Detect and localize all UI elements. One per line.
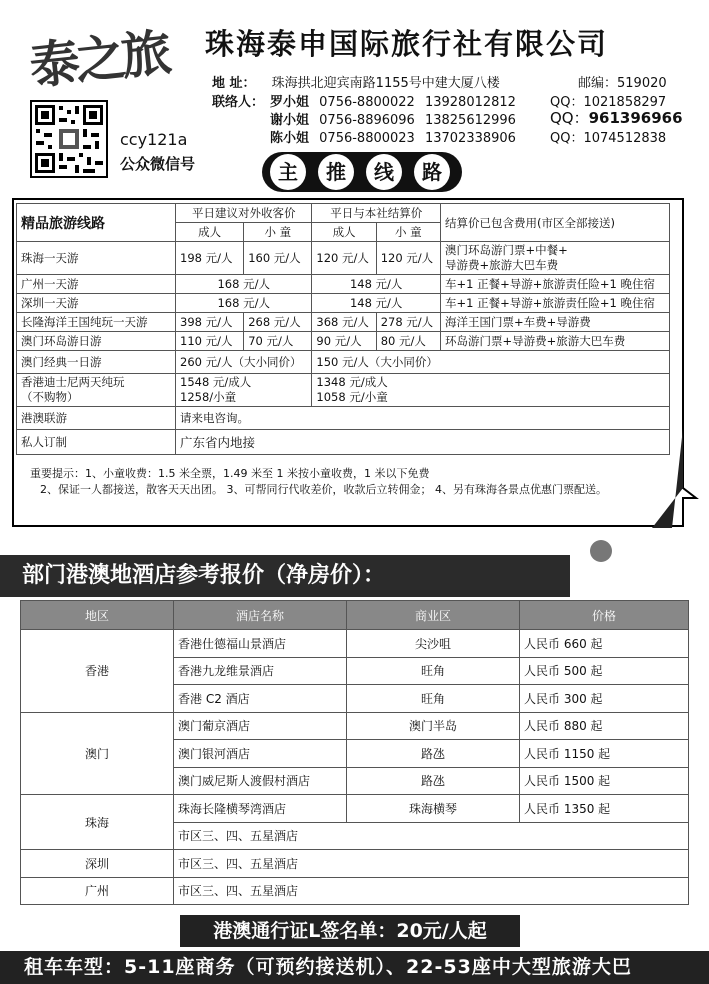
- hotel-name: 香港仕德福山景酒店: [174, 630, 347, 658]
- hotel-price: 人民币 300 起: [520, 685, 689, 713]
- region-cell: 珠海: [21, 795, 174, 850]
- hotel-name: 市区三、四、五星酒店: [174, 877, 689, 905]
- business-zone: 路氹: [347, 767, 520, 795]
- hotel-name: 市区三、四、五星酒店: [174, 850, 689, 878]
- hotel-price: 人民币 1500 起: [520, 767, 689, 795]
- hotel-price: 人民币 660 起: [520, 630, 689, 658]
- qq-value: 1021858297: [583, 95, 667, 110]
- header-adult: 成人: [312, 223, 376, 242]
- car-rental-banner: 租车车型：5-11座商务（可预约接送机）、22-53座中大型旅游大巴: [0, 951, 709, 984]
- retail-price: [176, 374, 312, 407]
- hotel-name: 澳门银河酒店: [174, 740, 347, 768]
- contact-name: 罗小姐: [270, 95, 310, 110]
- wechat-id: ccy121a: [120, 130, 188, 149]
- postcode-label: 邮编：: [578, 76, 618, 91]
- business-zone: 旺角: [347, 657, 520, 685]
- contact-row: [270, 109, 516, 128]
- table-row: [17, 374, 670, 407]
- table-row: [21, 712, 689, 740]
- contact-phone: 0756-8896096: [319, 113, 415, 128]
- tour-name: 广州一天游: [17, 275, 176, 294]
- includes-line: 澳门环岛游门票+中餐+: [444, 243, 568, 257]
- note-line: 重要提示：1、小童收费：1.5 米全票，1.49 米至 1 米按小童收费，1 米以下免费: [30, 467, 430, 480]
- table-row: [17, 242, 670, 275]
- column-header: 商业区: [347, 601, 520, 630]
- contact-mobile: 13928012812: [424, 95, 516, 110]
- contact-phone: 0756-8800023: [319, 131, 415, 146]
- contact-row: [270, 91, 516, 110]
- tour-name-line: 香港迪士尼两天纯玩: [21, 375, 125, 389]
- header-retail: 平日建议对外收客价: [176, 204, 312, 223]
- retail-child: 70 元/人: [244, 332, 312, 351]
- column-header: 酒店名称: [174, 601, 347, 630]
- business-zone: 尖沙咀: [347, 630, 520, 658]
- price-line: 1258/小童: [180, 390, 237, 404]
- settle-adult: 120 元/人: [312, 242, 376, 275]
- hotel-section-title: 部门港澳地酒店参考报价（净房价）：: [22, 563, 386, 588]
- retail-price: 260 元/人（大小同价）: [176, 351, 312, 374]
- table-row: [17, 430, 670, 455]
- qq-label: QQ：: [550, 95, 584, 110]
- contact-name: 谢小姐: [270, 113, 310, 128]
- note-line: 2、保证一人都接送，散客天天出团。 3、可帮同行代收差价，收款后立转佣金； 4、另有珠海各景点优惠门票配送。: [40, 483, 607, 496]
- hotel-price: 人民币 1350 起: [520, 795, 689, 823]
- retail-adult: 198 元/人: [176, 242, 244, 275]
- retail-price: 168 元/人: [176, 275, 312, 294]
- contact-row: [270, 127, 516, 146]
- table-row: [17, 313, 670, 332]
- table-row: [21, 850, 689, 878]
- contact-name: 陈小姐: [270, 131, 310, 146]
- hotel-price-table: [20, 600, 689, 905]
- address-label: 地 址：: [212, 76, 256, 91]
- address-row: [212, 72, 500, 91]
- contact-qq: [550, 127, 666, 146]
- tour-name: 私人订制: [17, 430, 176, 455]
- postcode-value: 519020: [617, 76, 667, 91]
- ribbon-char: 主: [270, 154, 306, 190]
- settle-adult: 368 元/人: [312, 313, 376, 332]
- region-cell: 深圳: [21, 850, 174, 878]
- settle-price: 148 元/人: [312, 294, 441, 313]
- tour-name: 澳门经典一日游: [17, 351, 176, 374]
- tour-name-line: （不购物）: [21, 390, 79, 404]
- tour-title: 精品旅游线路: [17, 204, 176, 242]
- settle-child: 80 元/人: [376, 332, 440, 351]
- tour-name: 深圳一天游: [17, 294, 176, 313]
- table-row: [17, 275, 670, 294]
- header-adult: 成人: [176, 223, 244, 242]
- business-zone: 旺角: [347, 685, 520, 713]
- table-row: [17, 351, 670, 374]
- header-include: 结算价已包含费用(市区全部接送): [440, 204, 669, 242]
- region-cell: 香港: [21, 630, 174, 713]
- settle-child: 120 元/人: [376, 242, 440, 275]
- includes: [440, 242, 669, 275]
- retail-child: 160 元/人: [244, 242, 312, 275]
- hotel-price: 人民币 880 起: [520, 712, 689, 740]
- hotel-name: 市区三、四、五星酒店: [174, 822, 689, 850]
- company-name: 珠海泰申国际旅行社有限公司: [205, 27, 609, 61]
- hotel-name: 澳门威尼斯人渡假村酒店: [174, 767, 347, 795]
- contact-label: 联络人：: [212, 95, 265, 110]
- qr-code-icon: [32, 102, 106, 176]
- region-cell: 广州: [21, 877, 174, 905]
- hotel-name: 香港 C2 酒店: [174, 685, 347, 713]
- tour-name: 长隆海洋王国纯玩一天游: [17, 313, 176, 332]
- retail-adult: 398 元/人: [176, 313, 244, 332]
- hotel-name: 珠海长隆横琴湾酒店: [174, 795, 347, 823]
- ribbon-char: 路: [414, 154, 450, 190]
- business-zone: 路氹: [347, 740, 520, 768]
- contact-phone: 0756-8800022: [319, 95, 415, 110]
- table-row: [21, 630, 689, 658]
- tour-detail: 广东省内地接: [176, 430, 670, 455]
- table-row: [21, 877, 689, 905]
- includes: 车+1 正餐+导游+旅游责任险+1 晚住宿: [440, 275, 669, 294]
- settle-child: 278 元/人: [376, 313, 440, 332]
- includes: 环岛游门票+导游费+旅游大巴车费: [440, 332, 669, 351]
- retail-child: 268 元/人: [244, 313, 312, 332]
- ribbon-char: 推: [318, 154, 354, 190]
- region-cell: 澳门: [21, 712, 174, 795]
- contact-qq: [550, 107, 683, 128]
- contact-mobile: 13825612996: [424, 113, 516, 128]
- company-logo: 泰之旅: [26, 22, 171, 96]
- column-header: 地区: [21, 601, 174, 630]
- qq-value: 961396966: [588, 109, 683, 127]
- tour-price-table: [16, 203, 670, 455]
- settle-price: [312, 374, 670, 407]
- table-row: [17, 294, 670, 313]
- settle-price: 150 元/人（大小同价）: [312, 351, 670, 374]
- hotel-name: 澳门葡京酒店: [174, 712, 347, 740]
- column-header: 价格: [520, 601, 689, 630]
- main-routes-ribbon: [262, 152, 462, 192]
- tour-name: 澳门环岛游日游: [17, 332, 176, 351]
- tour-name: 港澳联游: [17, 407, 176, 430]
- tour-name: 珠海一天游: [17, 242, 176, 275]
- table-row: [21, 795, 689, 823]
- tour-detail: 请来电咨询。: [176, 407, 670, 430]
- hotel-name: 香港九龙维景酒店: [174, 657, 347, 685]
- qq-value: 1074512838: [583, 131, 667, 146]
- hotel-price: 人民币 500 起: [520, 657, 689, 685]
- decorative-dot: [590, 540, 612, 562]
- header-child: 小 童: [244, 223, 312, 242]
- header-child: 小 童: [376, 223, 440, 242]
- settle-price: 148 元/人: [312, 275, 441, 294]
- price-line: 1348 元/成人: [316, 375, 388, 389]
- table-row: [17, 332, 670, 351]
- retail-adult: 110 元/人: [176, 332, 244, 351]
- settle-adult: 90 元/人: [312, 332, 376, 351]
- qq-label: QQ：: [550, 109, 589, 127]
- postcode-row: [578, 72, 667, 91]
- price-line: 1058 元/小童: [316, 390, 388, 404]
- includes-line: 导游费+旅游大巴车费: [444, 258, 559, 272]
- wechat-qr-code: [30, 100, 108, 178]
- business-zone: 澳门半岛: [347, 712, 520, 740]
- visa-banner: 港澳通行证L签名单：20元/人起: [180, 915, 520, 947]
- important-notes: [30, 466, 607, 498]
- table-row: [17, 407, 670, 430]
- address-text: 珠海拱北迎宾南路1155号中建大厦八楼: [271, 76, 500, 91]
- includes: 车+1 正餐+导游+旅游责任险+1 晚住宿: [440, 294, 669, 313]
- qq-label: QQ：: [550, 131, 584, 146]
- retail-price: 168 元/人: [176, 294, 312, 313]
- header-settle: 平日与本社结算价: [312, 204, 441, 223]
- wechat-label: 公众微信号: [120, 155, 196, 173]
- price-line: 1548 元/成人: [180, 375, 252, 389]
- business-zone: 珠海横琴: [347, 795, 520, 823]
- includes: 海洋王国门票+车费+导游费: [440, 313, 669, 332]
- hotel-price: 人民币 1150 起: [520, 740, 689, 768]
- ribbon-char: 线: [366, 154, 402, 190]
- tour-name: [17, 374, 176, 407]
- contact-mobile: 13702338906: [424, 131, 516, 146]
